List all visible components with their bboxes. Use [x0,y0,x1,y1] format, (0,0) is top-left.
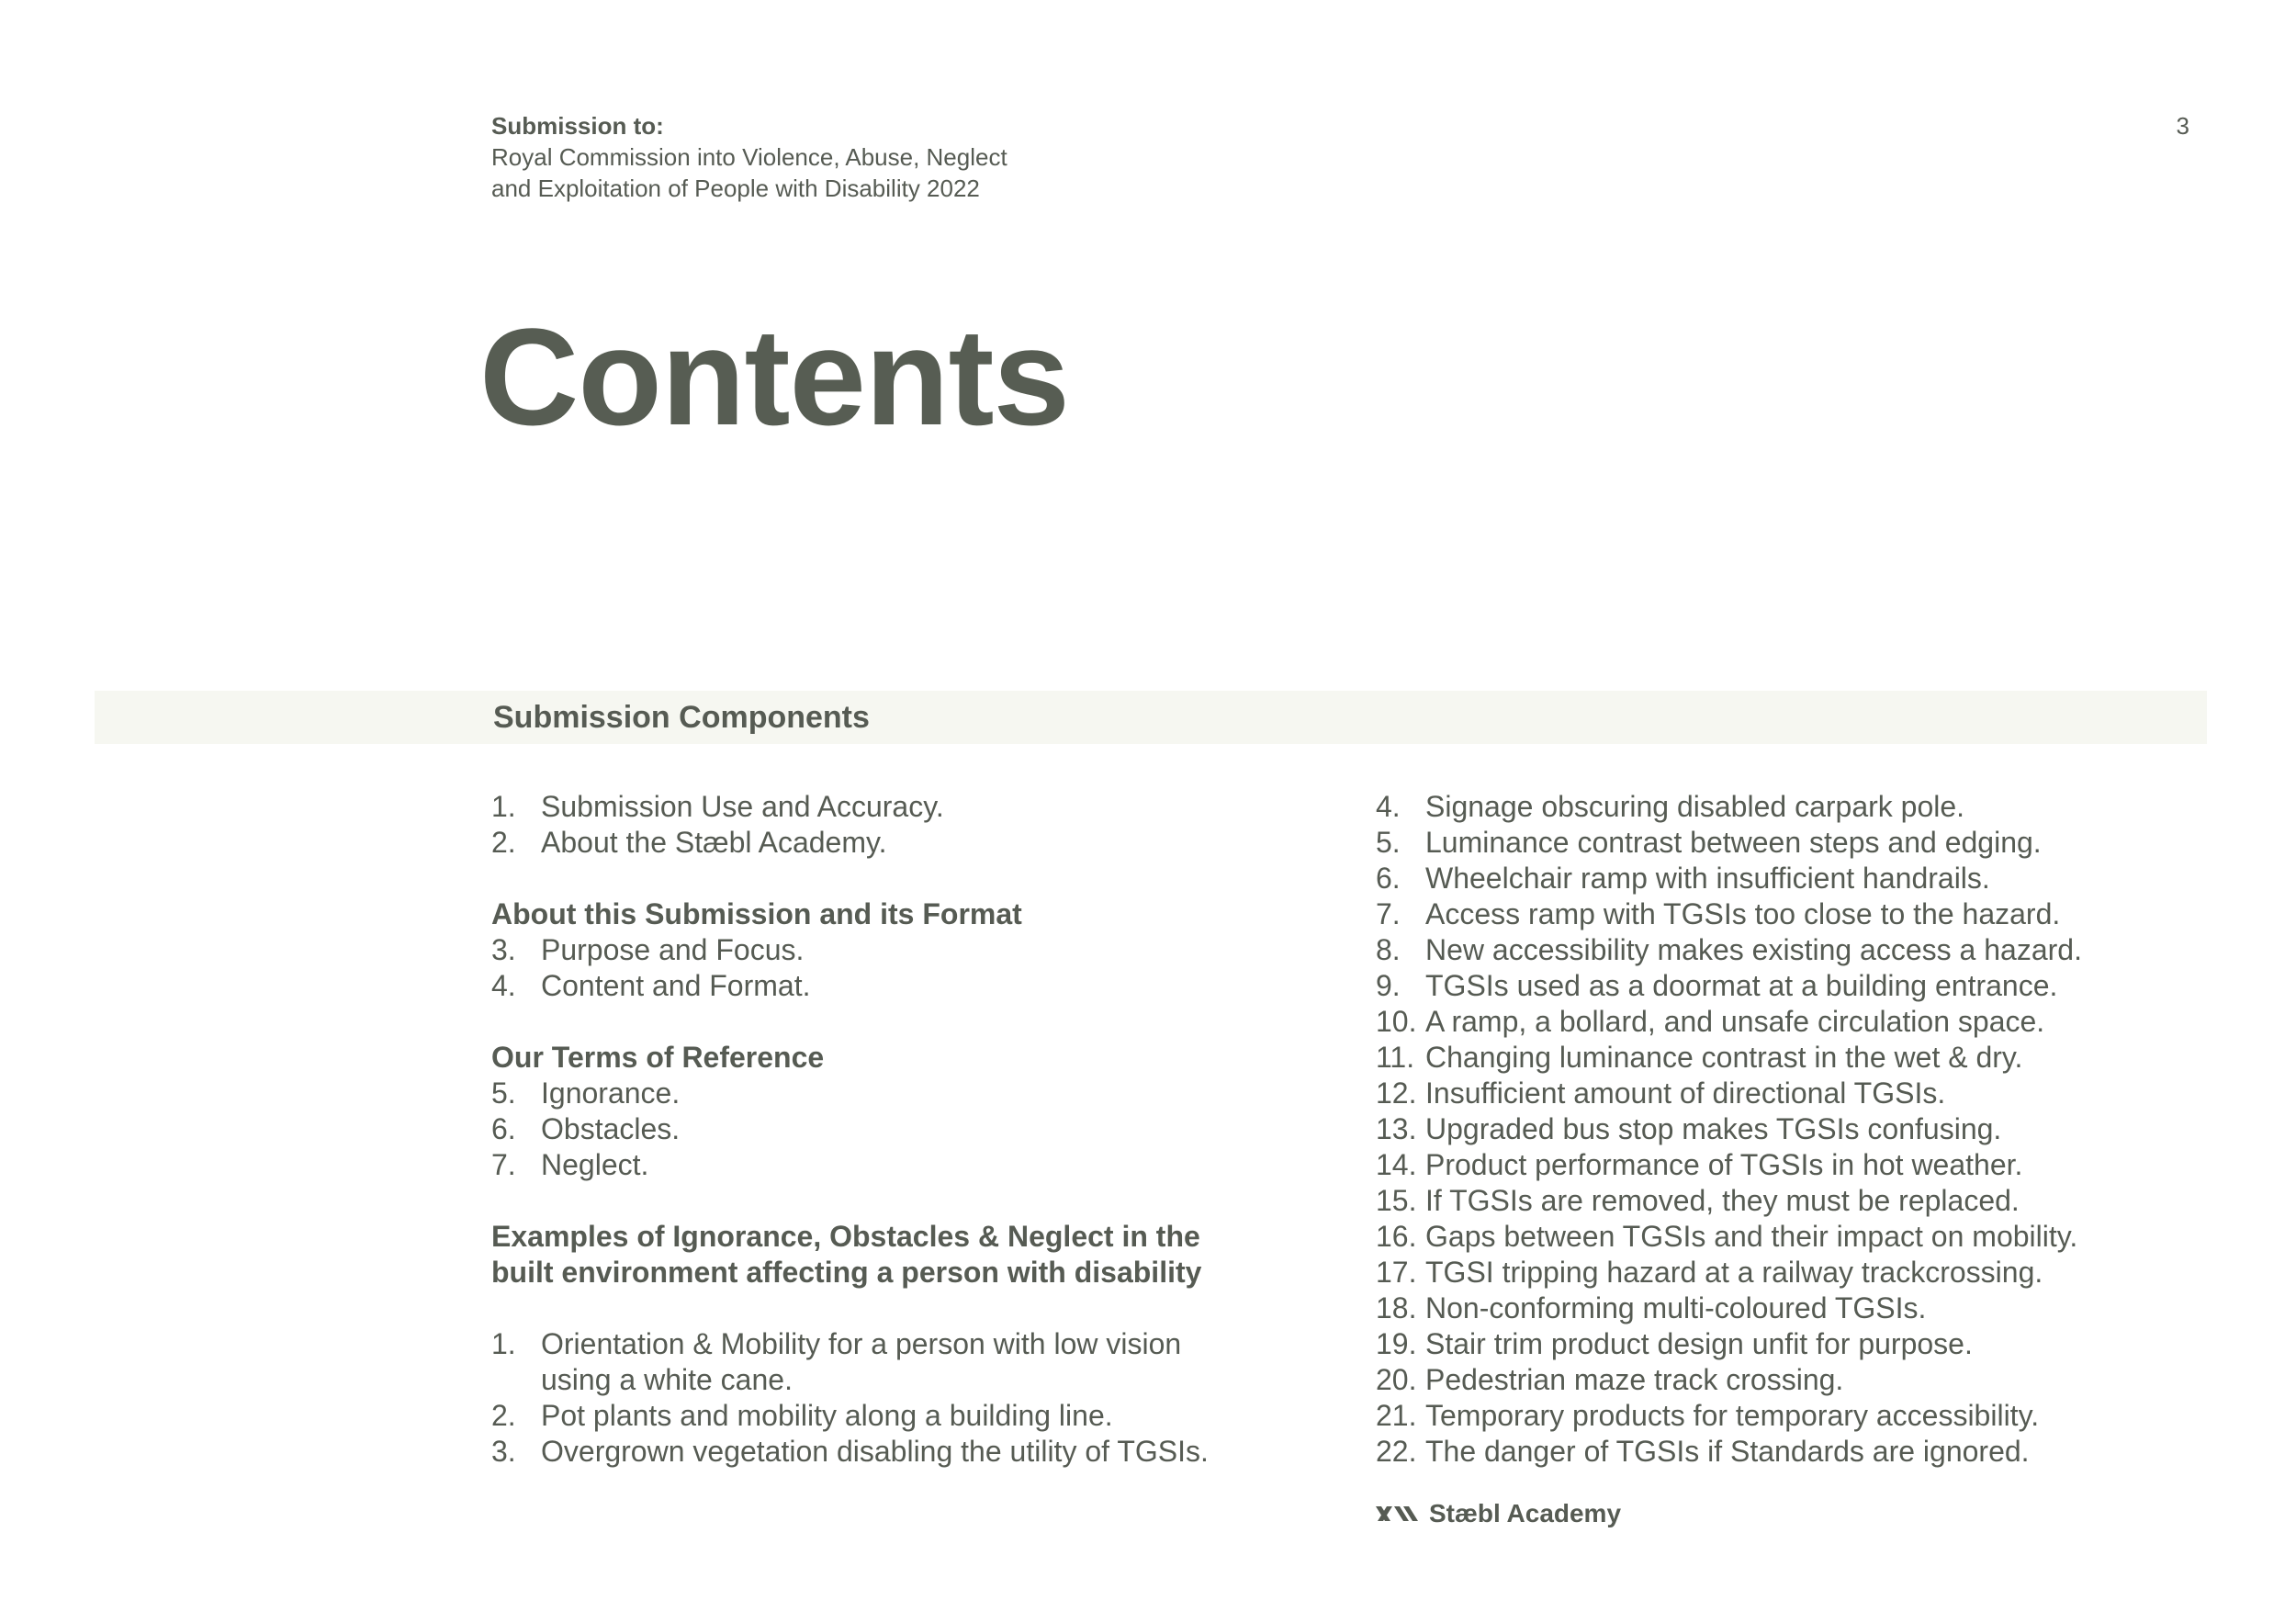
item-text: Gaps between TGSIs and their impact on mobility. [1425,1220,2078,1253]
item-number: 13. [1376,1112,1417,1145]
list-item [1376,1040,2221,1076]
item-text: Luminance contrast between steps and edging. [1425,826,2042,859]
item-text: Overgrown vegetation disabling the utility of TGSIs. [541,1435,1209,1468]
item-number: 19. [1376,1327,1417,1360]
item-text: Orientation & Mobility for a person with low vision using a white cane. [541,1327,1182,1396]
contents-left-column [491,789,1300,1470]
list-item [1376,1147,2221,1183]
item-number: 18. [1376,1291,1417,1324]
staebl-academy-logo [1376,1497,1621,1530]
item-number: 16. [1376,1220,1417,1253]
list-item [1376,1434,2221,1470]
list-item [491,1398,1300,1434]
item-number: 17. [1376,1256,1417,1289]
item-text: Ignorance. [541,1076,681,1110]
item-number: 6. [1376,862,1401,895]
contents-right-column [1376,789,2221,1470]
item-number: 7. [491,1148,516,1181]
list-item [1376,1076,2221,1111]
group-heading-terms: Our Terms of Reference [491,1041,825,1074]
item-number: 3. [491,933,516,966]
list-item [1376,968,2221,1004]
staebl-logo-icon [1376,1503,1420,1525]
item-text: Pedestrian maze track crossing. [1425,1363,1844,1396]
item-text: Stair trim product design unfit for purpose. [1425,1327,1973,1360]
item-number: 8. [1376,933,1401,966]
list-item [491,789,1300,825]
item-number: 7. [1376,897,1401,930]
list-item [491,1434,1300,1470]
submission-header [491,110,1007,204]
item-number: 22. [1376,1435,1417,1468]
group-heading-examples-line-1: Examples of Ignorance, Obstacles & Neglect in the [491,1220,1200,1253]
list-item [1376,1398,2221,1434]
item-number: 1. [491,1327,516,1360]
item-text: Purpose and Focus. [541,933,805,966]
submission-recipient-line-2: and Exploitation of People with Disability 2022 [491,175,980,202]
list-item [1376,896,2221,932]
item-number: 1. [491,790,516,823]
page-title: Contents [479,299,1069,454]
item-number: 3. [491,1435,516,1468]
item-number: 15. [1376,1184,1417,1217]
list-item [491,1147,1300,1183]
item-number: 6. [491,1112,516,1145]
item-text: Upgraded bus stop makes TGSIs confusing. [1425,1112,2002,1145]
spacer [491,1004,1300,1040]
item-number: 5. [491,1076,516,1110]
list-item [1376,1255,2221,1291]
item-text: TGSIs used as a doormat at a building entrance. [1425,969,2058,1002]
list-item [1376,1219,2221,1255]
item-number: 2. [491,826,516,859]
section-band [95,691,2207,744]
list-item [491,932,1300,968]
item-text: Product performance of TGSIs in hot weather. [1425,1148,2023,1181]
item-text: The danger of TGSIs if Standards are ignored. [1425,1435,2030,1468]
list-item [1376,789,2221,825]
spacer [491,1183,1300,1219]
logo-text: Stæbl Academy [1429,1499,1622,1527]
item-number: 20. [1376,1363,1417,1396]
list-item [491,968,1300,1004]
item-number: 11. [1376,1041,1415,1074]
list-item [1376,861,2221,896]
item-text: Neglect. [541,1148,649,1181]
item-text: New accessibility makes existing access a hazard. [1425,933,2082,966]
item-number: 21. [1376,1399,1417,1432]
item-text: Submission Use and Accuracy. [541,790,944,823]
item-text: Wheelchair ramp with insufficient handrails. [1425,862,1990,895]
spacer [491,861,1300,896]
item-text: A ramp, a bollard, and unsafe circulation space. [1425,1005,2045,1038]
list-item [1376,1362,2221,1398]
item-text: Signage obscuring disabled carpark pole. [1425,790,1965,823]
item-text: Access ramp with TGSIs too close to the hazard. [1425,897,2061,930]
list-item [1376,1004,2221,1040]
page-number: 3 [2176,112,2189,140]
item-number: 4. [1376,790,1401,823]
spacer [491,1291,1300,1326]
list-item [1376,1326,2221,1362]
item-text: Insufficient amount of directional TGSIs. [1425,1076,1946,1110]
submission-to-label: Submission to: [491,112,664,140]
item-text: Temporary products for temporary accessibility. [1425,1399,2040,1432]
list-item [491,825,1300,861]
item-text: Pot plants and mobility along a building line. [541,1399,1113,1432]
list-item [491,1076,1300,1111]
section-title: Submission Components [493,700,870,735]
list-item [491,1326,1300,1398]
item-text: Content and Format. [541,969,811,1002]
item-number: 10. [1376,1005,1417,1038]
item-text: If TGSIs are removed, they must be replaced. [1425,1184,2020,1217]
item-number: 9. [1376,969,1401,1002]
list-item [1376,1183,2221,1219]
item-text: Changing luminance contrast in the wet & dry. [1425,1041,2023,1074]
item-number: 5. [1376,826,1401,859]
list-item [1376,1111,2221,1147]
item-text: TGSI tripping hazard at a railway trackcrossing. [1425,1256,2043,1289]
item-text: About the Stæbl Academy. [541,826,887,859]
item-number: 12. [1376,1076,1417,1110]
list-item [1376,825,2221,861]
item-text: Non-conforming multi-coloured TGSIs. [1425,1291,1927,1324]
item-number: 2. [491,1399,516,1432]
item-text: Obstacles. [541,1112,681,1145]
list-item [1376,1291,2221,1326]
item-number: 4. [491,969,516,1002]
group-heading-examples-line-2: built environment affecting a person with disability [491,1256,1202,1289]
submission-recipient-line-1: Royal Commission into Violence, Abuse, Neglect [491,143,1007,171]
item-number: 14. [1376,1148,1417,1181]
list-item [1376,932,2221,968]
group-heading-format: About this Submission and its Format [491,897,1022,930]
list-item [491,1111,1300,1147]
